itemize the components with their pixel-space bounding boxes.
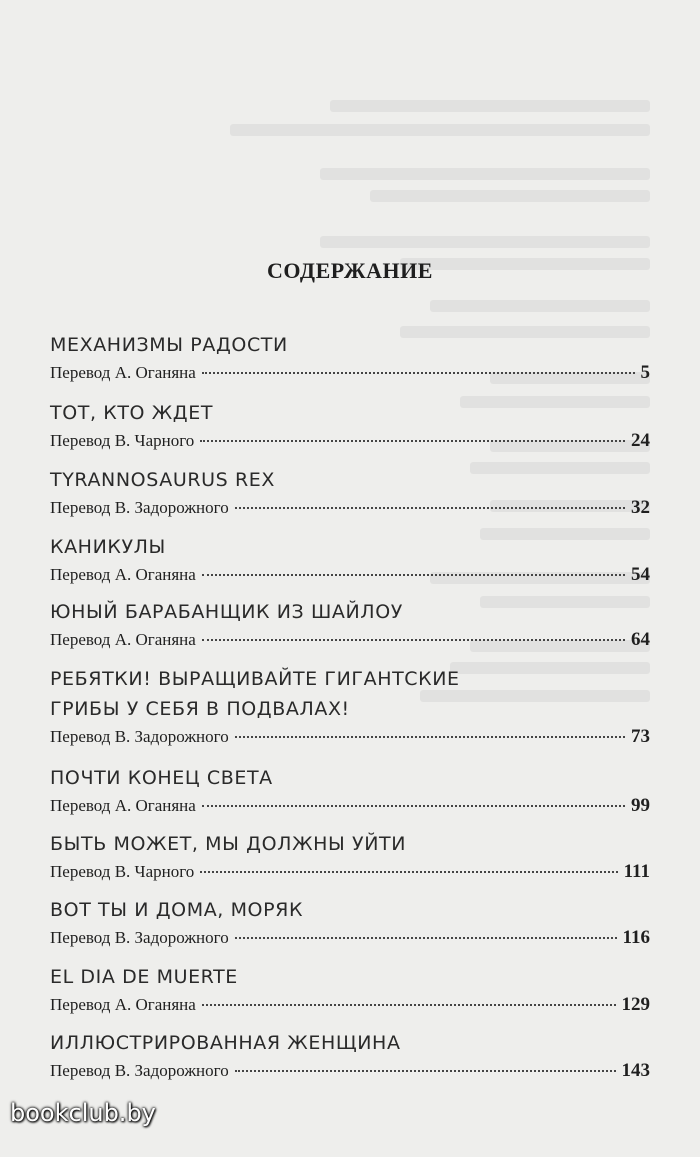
toc-entry[interactable]: [50, 398, 650, 458]
entry-translator: Перевод А. Оганяна: [50, 995, 196, 1014]
entry-page-number: 129: [621, 994, 650, 1015]
toc-entry[interactable]: [50, 895, 650, 955]
toc-entry[interactable]: [50, 465, 650, 525]
toc-entry[interactable]: [50, 763, 650, 823]
leader-dots: [202, 1003, 616, 1006]
entry-line: [50, 564, 650, 592]
entry-page-number: 116: [622, 927, 650, 948]
leader-dots: [235, 1069, 616, 1072]
leader-dots: [200, 870, 617, 873]
entry-title: ТОТ, КТО ЖДЕТ: [50, 402, 214, 424]
entry-page-number: 99: [631, 795, 650, 816]
toc-entry[interactable]: [50, 829, 650, 889]
entry-line: [50, 497, 650, 525]
leader-dots: [235, 936, 617, 939]
entry-translator: Перевод В. Задорожного: [50, 727, 229, 746]
entry-line: [50, 994, 650, 1022]
entry-title: РЕБЯТКИ! ВЫРАЩИВАЙТЕ ГИГАНТСКИЕ ГРИБЫ У СЕБЯ В ПОДВАЛАХ!: [50, 668, 460, 720]
toc-entry[interactable]: [50, 664, 650, 754]
entry-title: ПОЧТИ КОНЕЦ СВЕТА: [50, 767, 273, 789]
leader-dots: [235, 735, 625, 738]
entry-line: [50, 795, 650, 823]
entry-title: КАНИКУЛЫ: [50, 536, 166, 558]
entry-page-number: 5: [640, 362, 650, 383]
entry-page-number: 111: [623, 861, 650, 882]
entry-page-number: 73: [631, 726, 650, 747]
entry-translator: Перевод А. Оганяна: [50, 630, 196, 649]
leader-dots: [235, 506, 625, 509]
entry-translator: Перевод В. Чарного: [50, 862, 195, 881]
entry-title: МЕХАНИЗМЫ РАДОСТИ: [50, 334, 288, 356]
toc-entry[interactable]: [50, 1028, 650, 1088]
leader-dots: [202, 804, 625, 807]
entry-title: TYRANNOSAURUS REX: [50, 469, 275, 491]
leader-dots: [202, 573, 625, 576]
entry-line: [50, 861, 650, 889]
leader-dots: [200, 439, 625, 442]
entry-translator: Перевод В. Задорожного: [50, 498, 229, 517]
entry-translator: Перевод А. Оганяна: [50, 363, 196, 382]
entry-translator: Перевод В. Задорожного: [50, 1061, 229, 1080]
entry-title: ЮНЫЙ БАРАБАНЩИК ИЗ ШАЙЛОУ: [50, 601, 403, 623]
entry-page-number: 54: [631, 564, 650, 585]
leader-dots: [202, 371, 635, 374]
entry-line: [50, 430, 650, 458]
entry-title: ИЛЛЮСТРИРОВАННАЯ ЖЕНЩИНА: [50, 1032, 401, 1054]
entry-line: [50, 362, 650, 390]
toc-entry[interactable]: [50, 962, 650, 1022]
entry-page-number: 24: [631, 430, 650, 451]
entry-line: [50, 927, 650, 955]
leader-dots: [202, 638, 625, 641]
entry-translator: Перевод А. Оганяна: [50, 796, 196, 815]
entry-title: БЫТЬ МОЖЕТ, МЫ ДОЛЖНЫ УЙТИ: [50, 833, 407, 855]
contents-heading: СОДЕРЖАНИЕ: [267, 258, 433, 283]
entry-translator: Перевод В. Чарного: [50, 431, 195, 450]
entry-translator: Перевод А. Оганяна: [50, 565, 196, 584]
toc-entry[interactable]: [50, 597, 650, 657]
site-watermark: bookclub.by: [10, 1099, 156, 1127]
entry-page-number: 143: [621, 1060, 650, 1081]
entry-line: [50, 629, 650, 657]
entry-title: ВОТ ТЫ И ДОМА, МОРЯК: [50, 899, 304, 921]
entry-page-number: 32: [631, 497, 650, 518]
toc-entry[interactable]: [50, 330, 650, 390]
entry-line: [50, 726, 650, 754]
toc-entry[interactable]: [50, 532, 650, 592]
entry-title: EL DIA DE MUERTE: [50, 966, 238, 988]
entry-line: [50, 1060, 650, 1088]
entry-translator: Перевод В. Задорожного: [50, 928, 229, 947]
entry-page-number: 64: [631, 629, 650, 650]
